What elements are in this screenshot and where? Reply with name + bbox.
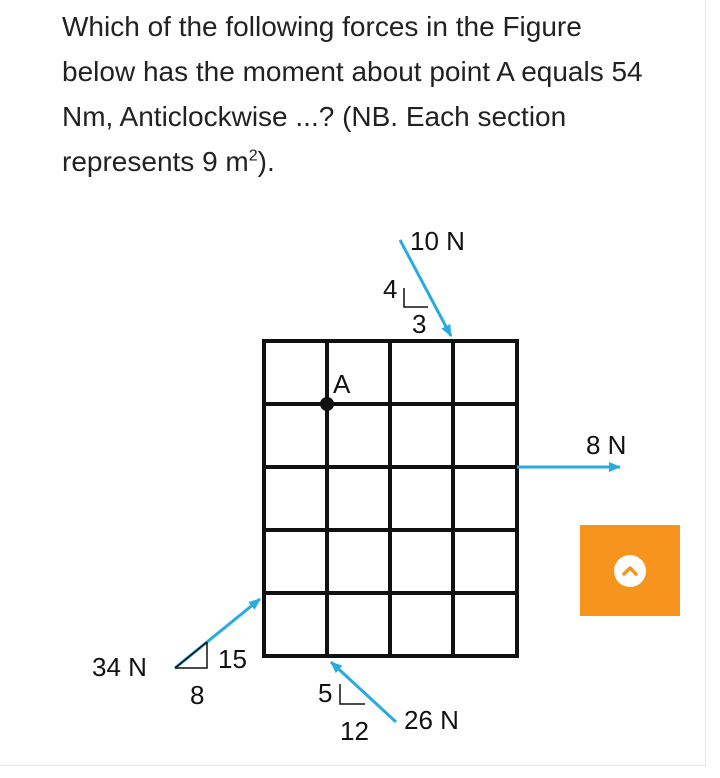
point-a-label: A [333,369,351,399]
question-body: Which of the following forces in the Figure below has the moment about point A equals 54 Nm, Anticlockwise ...? (NB. Each section represents 9 m [62,11,643,177]
chevron-up-icon [614,555,646,587]
slope-triangle [340,684,365,704]
point-a-dot [320,397,334,411]
slope-triangle [175,642,207,668]
force-8n [517,430,626,467]
force-34n-vertical-ratio: 15 [218,644,247,674]
scroll-to-top-button[interactable] [580,525,680,616]
question-end: ). [257,146,275,177]
force-26n-label: 26 N [404,705,459,735]
force-34n-horizontal-ratio: 8 [190,680,205,710]
force-10n-horizontal-ratio: 3 [412,309,427,339]
slope-triangle [404,288,428,307]
force-26n-horizontal-ratio: 12 [340,716,369,746]
force-26n [318,662,459,746]
force-26n-vertical-ratio: 5 [318,678,333,708]
superscript: 2 [248,147,258,165]
force-10n-label: 10 N [410,226,465,256]
force-8n-label: 8 N [586,430,627,460]
force-10n [383,226,465,339]
grid [264,341,517,656]
force-34n-label: 34 N [92,652,147,682]
force-10n-vertical-ratio: 4 [383,274,398,304]
force-34n [92,599,260,710]
